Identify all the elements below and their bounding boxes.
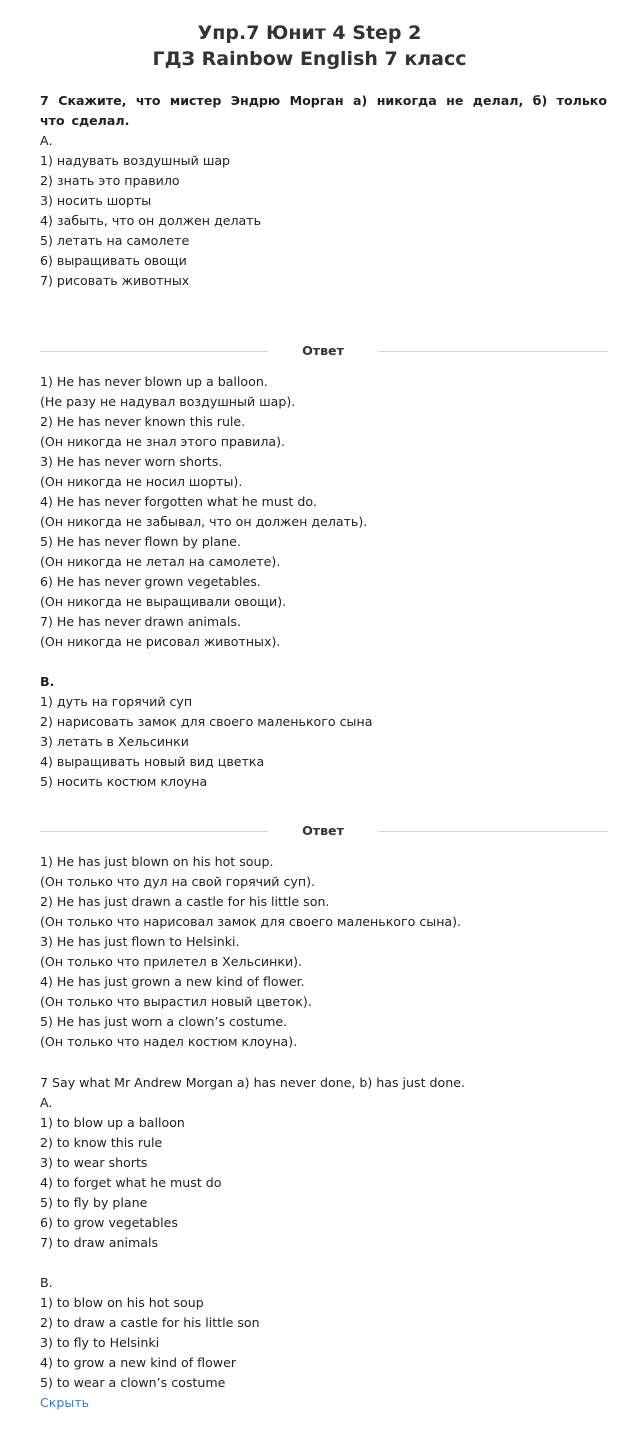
page-title [0,0,619,72]
answer-line: 3) He has just flown to Helsinki. [40,934,240,949]
list-item: 5) летать на самолете [40,233,190,248]
answer-line: (Он никогда не рисовал животных). [40,634,281,649]
list-item: 2) знать это правило [40,173,180,188]
answer-divider-b [40,821,608,841]
divider-rule [378,351,608,352]
answer-a [40,372,607,652]
title-line-2: ГДЗ Rainbow English 7 класс [152,48,467,70]
list-item: 1) to blow up a balloon [40,1115,185,1130]
list-item: 1) надувать воздушный шар [40,153,231,168]
answer-line: 4) He has just grown a new kind of flower. [40,974,305,989]
divider-rule [40,831,268,832]
list-item: 4) выращивать новый вид цветка [40,754,265,769]
list-item: 6) to grow vegetables [40,1215,178,1230]
list-item: 3) носить шорты [40,193,152,208]
answer-line: (Он только что нарисовал замок для своего маленького сына). [40,914,462,929]
list-item: 5) to fly by plane [40,1195,148,1210]
answer-line: (Не разу не надувал воздушный шар). [40,394,296,409]
answer-label: Ответ [302,823,344,838]
list-item: 1) дуть на горячий суп [40,694,193,709]
answer-line: (Он никогда не забывал, что он должен делать). [40,514,368,529]
title-line-1: Упр.7 Юнит 4 Step 2 [197,22,422,44]
task-en-instruction: 7 Say what Mr Andrew Morgan a) has never done, b) has just done. [40,1075,465,1090]
divider-rule [40,351,268,352]
list-item: 2) нарисовать замок для своего маленького сына [40,714,373,729]
list-item: 3) to wear shorts [40,1155,148,1170]
list-item: 3) to fly to Helsinki [40,1335,160,1350]
answer-line: 2) He has never known this rule. [40,414,246,429]
list-item: 7) рисовать животных [40,273,190,288]
task-ru-part-b [40,672,607,792]
list-item: 3) летать в Хельсинки [40,734,189,749]
answer-line: 1) He has never blown up a balloon. [40,374,268,389]
task-ru-part-a-label: А. [40,133,53,148]
task-ru [40,91,607,291]
list-item: 4) to forget what he must do [40,1175,222,1190]
answer-label: Ответ [302,343,344,358]
task-en-part-b-label: B. [40,1275,53,1290]
list-item: 5) носить костюм клоуна [40,774,208,789]
list-item: 6) выращивать овощи [40,253,187,268]
answer-line: (Он только что прилетел в Хельсинки). [40,954,303,969]
spacer [40,1253,607,1273]
answer-line: 2) He has just drawn a castle for his little son. [40,894,330,909]
list-item: 5) to wear a clown’s costume [40,1375,226,1390]
answer-line: 6) He has never grown vegetables. [40,574,261,589]
list-item: 2) to know this rule [40,1135,163,1150]
task-en [40,1073,607,1413]
answer-line: (Он только что дул на свой горячий суп). [40,874,316,889]
answer-line: 7) He has never drawn animals. [40,614,241,629]
list-item: 4) to grow a new kind of flower [40,1355,237,1370]
answer-line: 5) He has just worn a clown’s costume. [40,1014,288,1029]
answer-line: (Он никогда не знал этого правила). [40,434,286,449]
list-item: 7) to draw animals [40,1235,159,1250]
answer-line: (Он никогда не выращивали овощи). [40,594,287,609]
list-item: 1) to blow on his hot soup [40,1295,204,1310]
hide-link[interactable]: Скрыть [40,1395,90,1410]
task-ru-instruction: 7 Скажите, что мистер Эндрю Морган а) никогда не делал, б) только что сделал. [40,93,607,128]
answer-line: 4) He has never forgotten what he must do. [40,494,317,509]
answer-line: (Он только что надел костюм клоуна). [40,1034,298,1049]
answer-line: 5) He has never flown by plane. [40,534,241,549]
list-item: 2) to draw a castle for his little son [40,1315,260,1330]
task-ru-part-b-label: В. [40,674,55,689]
answer-line: 3) He has never worn shorts. [40,454,223,469]
answer-b [40,852,607,1052]
answer-line: (Он только что вырастил новый цветок). [40,994,312,1009]
answer-line: (Он никогда не летал на самолете). [40,554,281,569]
answer-line: 1) He has just blown on his hot soup. [40,854,274,869]
task-en-part-a-label: A. [40,1095,53,1110]
answer-divider-a [40,341,608,361]
divider-rule [378,831,608,832]
answer-line: (Он никогда не носил шорты). [40,474,243,489]
list-item: 4) забыть, что он должен делать [40,213,262,228]
